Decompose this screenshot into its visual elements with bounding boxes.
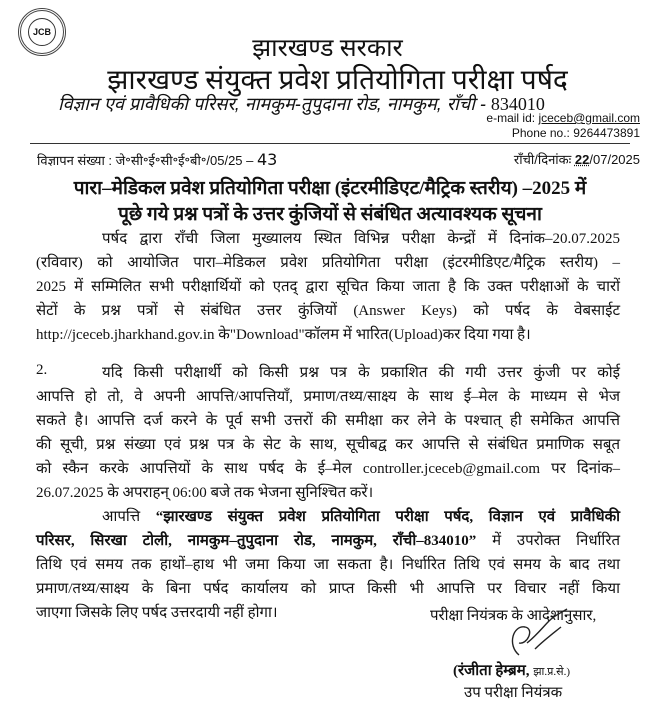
- para1-line: http://jceceb.jharkhand.gov.in के"Download"कॉलम में भारित(Upload)कर दिया गया है।: [36, 327, 531, 343]
- phone-number: 9264473891: [573, 126, 640, 140]
- para2-line: सकते है। आपत्ति दर्ज करने के पूर्व सभी उत्तरों की समीक्षा कर लेने के पश्चात् ही समेकित आपत्ति: [36, 413, 620, 429]
- para1-line: (रविवार) को आयोजित पारा–मेडिकल प्रवेश प्रतियोगिता परीक्षा (इंटरमीडिएट/मैट्रिक स्तरीय) –: [36, 255, 620, 271]
- notice-title-line-1: पारा–मेडिकल प्रवेश प्रतियोगिता परीक्षा (इंटरमीडिएट/मैट्रिक स्तरीय) –2025 में: [73, 178, 587, 199]
- date-label: राँची/दिनांकः: [513, 152, 572, 167]
- para3-line: प्रमाण/तथ्य/साक्ष्य के बिना पर्षद कार्यालय को प्राप्त किसी भी आपत्ति पर विचार नहीं किया: [36, 581, 620, 597]
- para1-line: 2025 में सम्मिलित सभी परीक्षार्थियों को एतद् द्वारा सूचित किया जाता है कि उक्त परीक्षाओं के चारों: [36, 279, 620, 295]
- signatory-name-text: (रंजीता हेम्ब्रम,: [453, 663, 530, 679]
- email-label: e-mail id:: [486, 111, 536, 125]
- phone-line: [512, 126, 640, 140]
- para2-line: आपत्ति हो तो, वे अपनी आपत्ति/आपत्तियाँ, प्रमाण/तथ्य/साक्ष्य के साथ ई–मेल के माध्यम से भेज: [36, 389, 620, 405]
- para3-address-bold: “झारखण्ड संयुक्त प्रवेश प्रतियोगिता परीक्षा पर्षद, विज्ञान एवं प्रावैधिकी: [155, 509, 620, 525]
- email-line: [486, 111, 640, 125]
- handwritten-signature: [505, 605, 575, 665]
- pincode: 834010: [490, 94, 545, 114]
- para1-line: पर्षद द्वारा राँची जिला मुख्यालय स्थित विभिन्न परीक्षा केन्द्रों में दिनांक–20.07.2025: [102, 231, 620, 247]
- para2-line: की सूची, प्रश्न संख्या एवं प्रश्न पत्र के सेट के साथ, सूचीबद्व कर आपत्ति से संबंधित प्रमाणिक सबूत: [36, 437, 620, 453]
- logo-emblem: JCB: [28, 18, 56, 46]
- para2-line: यदि किसी परीक्षार्थी को किसी प्रश्न पत्र के प्रकाशित की गयी उत्तर कुंजी पर कोई: [102, 365, 620, 381]
- para3-text: में उपरोक्त निर्धारित: [492, 533, 621, 549]
- signatory-service: झा.प्र.से.): [533, 666, 570, 678]
- para3-lead: आपत्ति: [102, 509, 141, 525]
- date-day: 22: [574, 152, 590, 167]
- government-heading: झारखण्ड सरकार: [252, 35, 403, 62]
- phone-label: Phone no.:: [511, 126, 570, 140]
- para2-line: 26.07.2025 के अपराहन् 06:00 बजे तक भेजना सुनिश्चित करें।: [36, 485, 374, 501]
- para1-line: सेटों के प्रश्न पत्रों से संबंधित उत्तर कुंजियों (Answer Keys) को पर्षद के वेबसाईट: [36, 303, 620, 319]
- para3-line: [102, 506, 620, 526]
- para3-address-bold: परिसर, सिरखा टोली, नामकुम–तुपुदाना रोड, नामकुम, राँची–834010”: [36, 533, 477, 549]
- address-text: विज्ञान एवं प्रावैधिकी परिसर, नामकुम-तुपुदाना रोड, नामकुम, राँची -: [58, 94, 486, 114]
- para3-line: जाएगा जिसके लिए पर्षद उत्तरदायी नहीं होगा।: [36, 605, 278, 621]
- notice-date: [514, 150, 640, 168]
- ref-label: विज्ञापन संख्या : जे॰सी॰ई॰सी॰ई॰बी॰/05/25 –: [37, 153, 254, 168]
- email-link[interactable]: jceceb@gmail.com: [538, 111, 640, 125]
- signatory-designation: उप परीक्षा नियंत्रक: [464, 685, 563, 701]
- para2-number: 2.: [36, 362, 48, 378]
- signatory-name: [453, 660, 570, 680]
- organization-heading: झारखण्ड संयुक्त प्रवेश प्रतियोगिता परीक्षा पर्षद: [107, 65, 568, 96]
- header-divider: [30, 143, 630, 144]
- para3-line: तिथि एवं समय तक हाथों–हाथ भी जमा किया जा सकता है। निर्धारित तिथि एवं समय के बाद तथा: [36, 557, 620, 573]
- para3-line: [36, 530, 620, 550]
- by-order-text: परीक्षा नियंत्रक के आदेशानुसार,: [430, 608, 597, 624]
- para2-line: को स्कैन करके आपत्तियों के साथ पर्षद के ई–मेल controller.jceceb@gmail.com पर दिनांक–: [36, 461, 620, 477]
- address: [58, 92, 545, 116]
- date-month-year: /07/2025: [589, 152, 640, 167]
- advertisement-number: [37, 150, 277, 169]
- ref-number: 43: [257, 150, 278, 169]
- notice-title-line-2: पूछे गये प्रश्न पत्रों के उत्तर कुंजियों से संबंधित अत्यावश्यक सूचना: [118, 204, 542, 225]
